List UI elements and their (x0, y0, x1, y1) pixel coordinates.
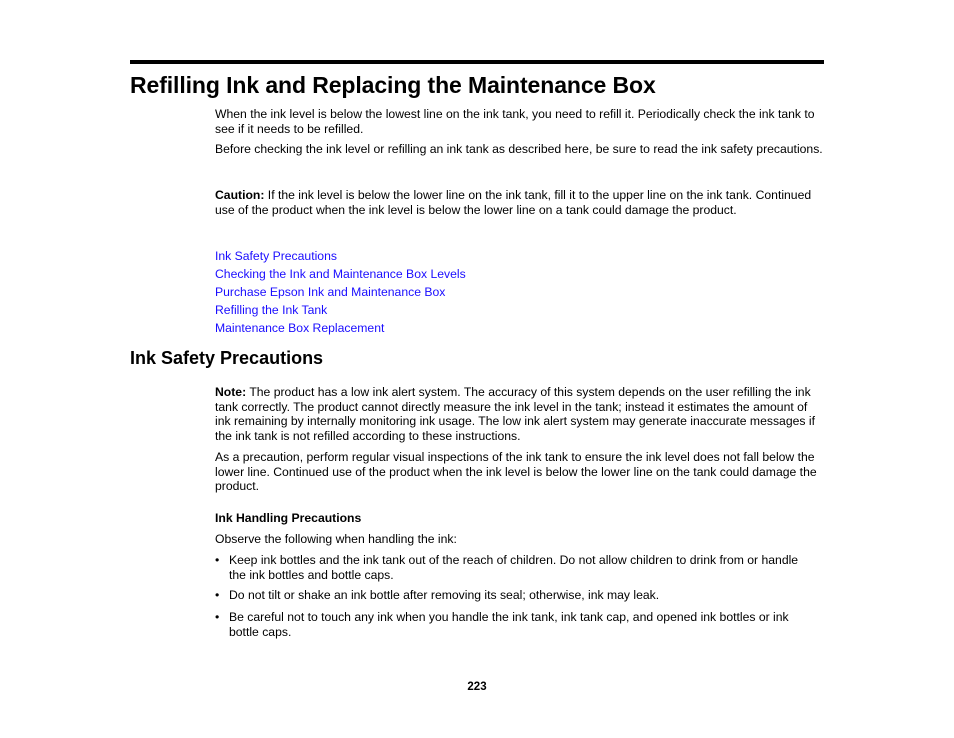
topic-link-item (215, 321, 466, 339)
subsection-heading: Ink Handling Precautions (215, 511, 362, 525)
link-checking-ink-levels[interactable]: Checking the Ink and Maintenance Box Levels (215, 267, 466, 281)
link-ink-safety-precautions[interactable]: Ink Safety Precautions (215, 249, 337, 263)
link-purchase-epson-ink[interactable]: Purchase Epson Ink and Maintenance Box (215, 285, 446, 299)
note-paragraph (215, 385, 825, 443)
bullet-text: Keep ink bottles and the ink tank out of the reach of children. Do not allow children to drink from or handle the ink bottles and bottle caps. (229, 553, 799, 582)
note-text: The product has a low ink alert system. The accuracy of this system depends on the user refilling the ink tank correctly. The product cannot directly measure the ink level in the tank; instead it estimates the amount of ink remaining by internally monitoring ink usage. The low ink alert system may generate inaccurate messages if the ink tank is not refilled according to these instructions. (215, 385, 815, 443)
page-title: Refilling Ink and Replacing the Maintenance Box (130, 72, 656, 98)
caution-text: If the ink level is below the lower line on the ink tank, fill it to the upper line on the ink tank. Continued use of the product when the ink level is below the lower line on a tank could damage the product. (215, 188, 812, 217)
topic-links-list (215, 249, 466, 339)
link-refilling-ink-tank[interactable]: Refilling the Ink Tank (215, 303, 328, 317)
title-rule (130, 60, 824, 64)
bullet-icon: • (215, 610, 220, 624)
page-number: 223 (467, 681, 487, 693)
bullet-icon: • (215, 588, 220, 602)
topic-link-item (215, 303, 466, 321)
intro-paragraph-1: When the ink level is below the lowest line on the ink tank, you need to refill it. Periodically check the ink tank to see if it needs to be refilled. (215, 107, 815, 136)
link-maintenance-box-replacement[interactable]: Maintenance Box Replacement (215, 321, 385, 335)
topic-link-item (215, 285, 466, 303)
bullet-text: Be careful not to touch any ink when you handle the ink tank, ink tank cap, and opened ink bottles or ink bottle caps. (229, 610, 789, 639)
bullet-item (215, 610, 815, 639)
note-label: Note: (215, 385, 247, 399)
caution-label: Caution: (215, 188, 265, 202)
bullet-text: Do not tilt or shake an ink bottle after removing its seal; otherwise, ink may leak. (229, 588, 660, 602)
topic-link-item (215, 267, 466, 285)
bullet-item (215, 588, 815, 603)
topic-link-item (215, 249, 466, 267)
observe-paragraph: Observe the following when handling the ink: (215, 532, 457, 546)
bullet-item (215, 553, 815, 582)
bullet-icon: • (215, 553, 220, 567)
intro-paragraph-2: Before checking the ink level or refilling an ink tank as described here, be sure to read the ink safety precautions. (215, 142, 823, 156)
precaution-paragraph: As a precaution, perform regular visual inspections of the ink tank to ensure the ink level does not fall below the lower line. Continued use of the product when the ink level is below the lower line on the tank could damage the product. (215, 450, 817, 494)
section-title: Ink Safety Precautions (130, 348, 324, 368)
caution-paragraph (215, 188, 825, 217)
